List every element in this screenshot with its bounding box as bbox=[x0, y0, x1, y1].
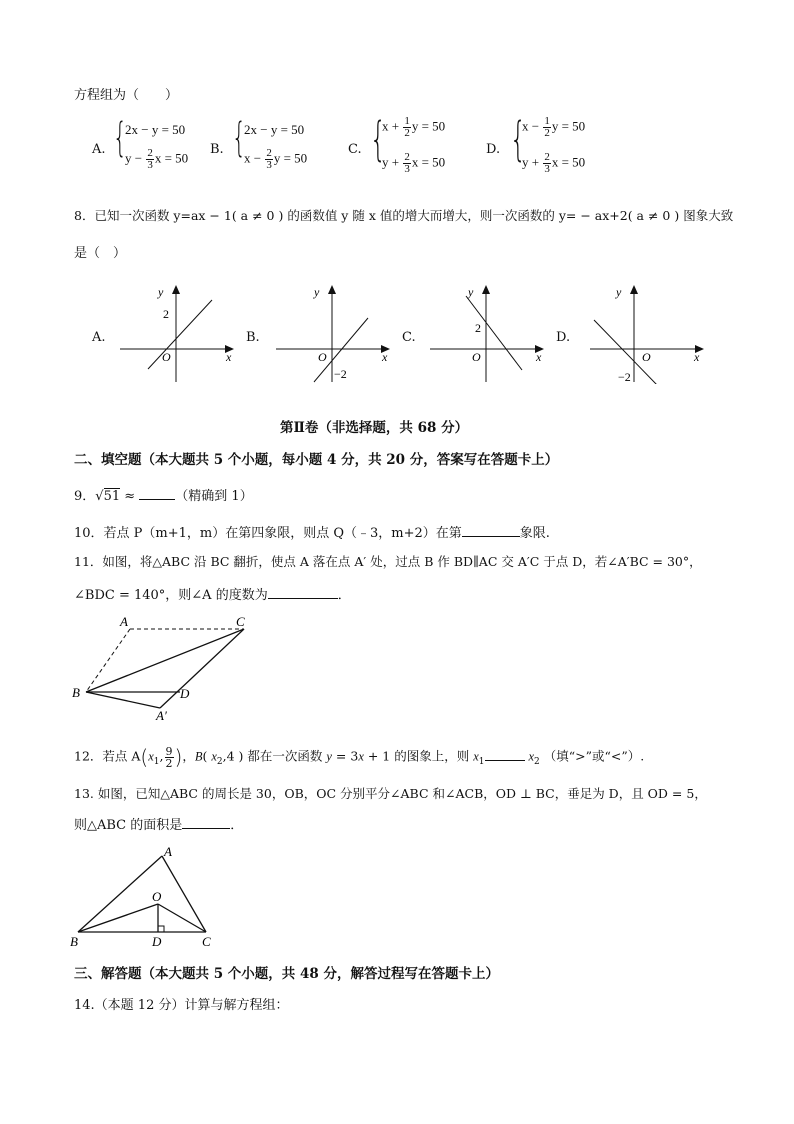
q14: 14.（本题 12 分）计算与解方程组： bbox=[74, 998, 289, 1013]
intercept-label: −2 bbox=[618, 370, 631, 384]
q7-option-c-system: { x + $\frac{1}{2}$ y = 50 y + $\frac{2}{3}$ x = 50 bbox=[370, 112, 446, 175]
q7-b-eq1: 2x − y = 50 bbox=[244, 122, 305, 137]
q11-figure bbox=[66, 612, 266, 722]
q7-option-b-system: { 2x − y = 50 x − $\frac{2}{3}$ y = 50 bbox=[232, 115, 308, 171]
q10: 10．若点 P（m+1，m）在第四象限，则点 Q（﹣3，m+2）在第 象限. bbox=[74, 526, 550, 541]
axis-y-label: y bbox=[616, 285, 622, 299]
q7-b-eq2: x − $\frac{2}{3}$ y = 50 bbox=[244, 147, 308, 171]
q13-line2: 则△ABC 的面积是 ． bbox=[74, 818, 244, 833]
q7-a-eq1: 2x − y = 50 bbox=[125, 122, 186, 137]
q7-stem: 方程组为（ ） bbox=[74, 88, 179, 103]
origin-label: O bbox=[642, 350, 651, 364]
q8-stem-line2: 是（ ） bbox=[74, 246, 127, 261]
section-2-title: 第Ⅱ卷（非选择题，共 68 分） bbox=[280, 420, 469, 436]
q7-option-a-label: A. bbox=[92, 142, 106, 157]
axis-x-label: x bbox=[226, 350, 232, 364]
q13-line1: 13. 如图，已知△ABC 的周长是 30，OB，OC 分别平分∠ABC 和∠ACB，OD ⊥ BC，垂足为 D，且 OD = 5， bbox=[74, 786, 707, 801]
q7-option-b-label: B. bbox=[210, 142, 224, 157]
axis-y-label: y bbox=[314, 285, 320, 299]
q8-stem-line1: 8．已知一次函数 y=ax − 1( a ≠ 0 ) 的函数值 y 随 x 值的增大而增大，则一次函数的 y= − ax+2( a ≠ 0 ) 图象大致 bbox=[74, 208, 734, 223]
point-o-label: O bbox=[152, 889, 162, 904]
axis-x-label: x bbox=[694, 350, 700, 364]
q8-graph-a bbox=[120, 282, 240, 384]
q9: 9．√51 ≈ （精确到 1） bbox=[74, 489, 253, 504]
q7-option-d-label: D. bbox=[486, 142, 501, 157]
axis-y-label: y bbox=[158, 285, 164, 299]
q7-c-eq2: y + $\frac{2}{3}$ x = 50 bbox=[382, 151, 446, 175]
q8-graph-b-label: B. bbox=[246, 330, 260, 345]
intercept-label: 2 bbox=[475, 321, 481, 335]
point-a-label: A bbox=[120, 614, 128, 629]
q8-graph-c bbox=[430, 282, 550, 384]
point-b-label: B bbox=[70, 934, 78, 949]
q7-option-d-system: { x − $\frac{1}{2}$ y = 50 y + $\frac{2}{3}$ x = 50 bbox=[510, 112, 586, 175]
intercept-label: −2 bbox=[334, 367, 347, 381]
point-d-label: D bbox=[152, 934, 162, 949]
q8-graph-b bbox=[276, 282, 396, 384]
q12: 12．若点 $A(x_1$, $\frac{9}{2}$ )，B( $x_2,4$ ) 都在一次函数 y = 3x + 1 的图象上，则 $x_1$ $x_2$ （填“>”或“<”）. bbox=[74, 744, 645, 770]
axis-x-label: x bbox=[536, 350, 542, 364]
q7-option-c-label: C. bbox=[348, 142, 362, 157]
q13-figure bbox=[66, 840, 226, 952]
q7-option-a-system: { 2x − y = 50 y − $\frac{2}{3}$ x = 50 bbox=[113, 115, 189, 171]
q8-graph-a-label: A. bbox=[92, 330, 106, 345]
q7-d-eq2: y + $\frac{2}{3}$ x = 50 bbox=[522, 151, 586, 175]
q7-c-eq1: x + $\frac{1}{2}$ y = 50 bbox=[382, 115, 446, 139]
q10-answer-blank bbox=[462, 536, 520, 537]
q9-answer-blank bbox=[139, 499, 175, 500]
origin-label: O bbox=[162, 350, 171, 364]
q7-a-eq2: y − $\frac{2}{3}$ x = 50 bbox=[125, 147, 189, 171]
axis-y-label: y bbox=[468, 285, 474, 299]
part-3-heading: 三、解答题（本大题共 5 个小题，共 48 分，解答过程写在答题卡上） bbox=[74, 966, 499, 982]
point-c-label: C bbox=[236, 614, 245, 629]
point-a-prime-label: A′ bbox=[156, 708, 167, 722]
q9-radicand: 51 bbox=[103, 489, 121, 504]
q7-d-eq1: x − $\frac{1}{2}$ y = 50 bbox=[522, 115, 586, 139]
q8-graph-d bbox=[590, 282, 710, 384]
axis-x-label: x bbox=[382, 350, 388, 364]
q8-graph-d-label: D. bbox=[556, 330, 571, 345]
point-c-label: C bbox=[202, 934, 211, 949]
point-d-label: D bbox=[180, 686, 190, 701]
q11-line1: 11．如图，将△ABC 沿 BC 翻折，使点 A 落在点 A′ 处，过点 B 作 BD∥AC 交 A′C 于点 D，若∠A′BC = 30°， bbox=[74, 554, 702, 569]
q12-answer-blank bbox=[485, 760, 525, 761]
intercept-label: 2 bbox=[163, 307, 169, 321]
q11-line2: ∠BDC = 140°，则∠A 的度数为 ． bbox=[74, 588, 351, 603]
point-b-label: B bbox=[72, 685, 80, 700]
q8-graph-c-label: C. bbox=[402, 330, 416, 345]
origin-label: O bbox=[472, 350, 481, 364]
q11-answer-blank bbox=[268, 598, 338, 599]
origin-label: O bbox=[318, 350, 327, 364]
q13-answer-blank bbox=[182, 828, 230, 829]
part-2-heading: 二、填空题（本大题共 5 个小题，每小题 4 分，共 20 分，答案写在答题卡上） bbox=[74, 452, 559, 468]
point-a-label: A bbox=[164, 844, 172, 859]
